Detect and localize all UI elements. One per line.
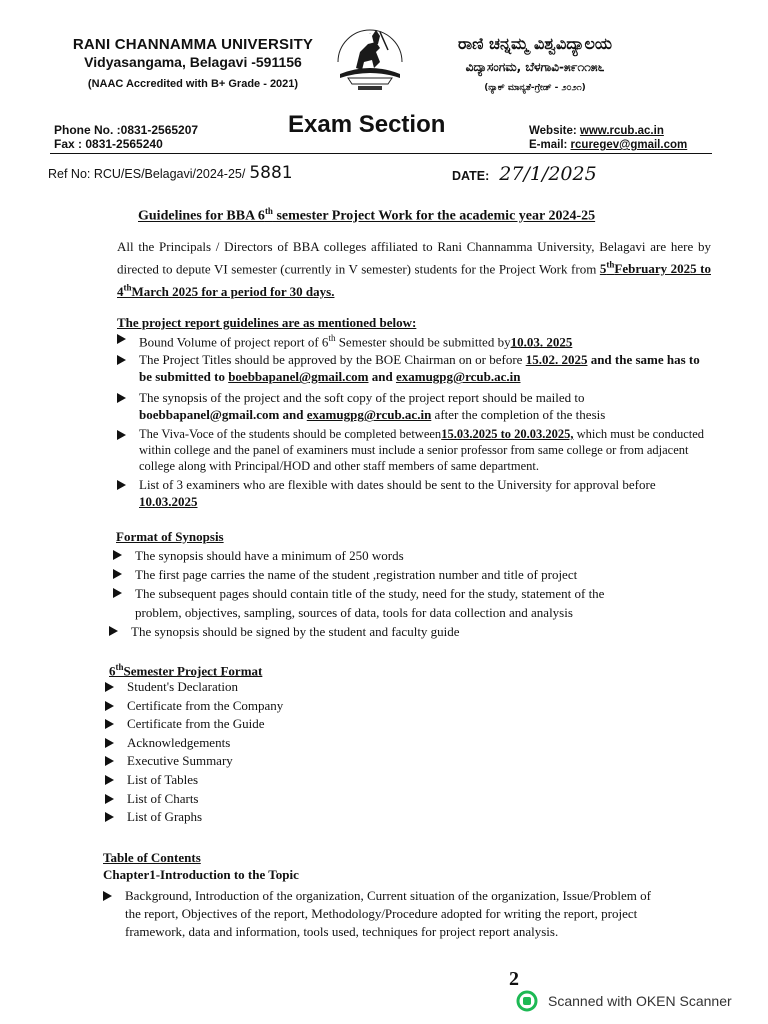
phone-number: Phone No. :0831-2565207 xyxy=(54,123,199,137)
section-title: Exam Section xyxy=(288,111,446,138)
arrow-bullet-icon xyxy=(117,480,126,490)
arrow-bullet-icon xyxy=(105,794,114,804)
list-item: List of 3 examiners who are flexible with dates should be sent to the University for approval before 10.03.2025 xyxy=(117,476,689,511)
arrow-bullet-icon xyxy=(105,756,114,766)
title-superscript: th xyxy=(264,206,273,216)
date-label: DATE: xyxy=(452,169,490,183)
date-field xyxy=(452,163,597,185)
arrow-bullet-icon xyxy=(105,775,114,785)
arrow-bullet-icon xyxy=(103,891,112,901)
toc-list xyxy=(103,887,663,941)
guidelines-list xyxy=(117,330,713,511)
university-name-en: RANI CHANNAMMA UNIVERSITY xyxy=(72,36,314,53)
list-item: List of Graphs xyxy=(105,808,405,827)
toc-heading: Table of Contents xyxy=(103,850,201,865)
phone-fax-block xyxy=(54,123,198,151)
scanner-watermark xyxy=(516,990,732,1012)
date-handwritten: 27/1/2025 xyxy=(499,163,597,185)
fax-number: Fax : 0831-2565240 xyxy=(54,137,163,151)
naac-accreditation-en: (NAAC Accredited with B+ Grade - 2021) xyxy=(87,78,299,90)
arrow-bullet-icon xyxy=(105,701,114,711)
list-item: Acknowledgements xyxy=(105,734,405,753)
synopsis-list xyxy=(113,546,653,641)
list-item: The subsequent pages should contain title of the study, need for the study, statement of the problem, objectives, sampling, sources of data, tools for data collection and analysis xyxy=(113,584,653,622)
list-item: The synopsis of the project and the soft copy of the project report should be mailed to boebbapanel@gmail.com and examugpg@rcub.ac.in after the completion of the thesis xyxy=(117,389,713,424)
project-period: 5thFebruary 2025 to 4thMarch 2025 for a period for 30 days. xyxy=(117,260,711,299)
toc-chapter-1: Chapter1-Introduction to the Topic xyxy=(103,867,299,882)
email-label: E-mail: xyxy=(529,139,571,151)
letterhead-kannada xyxy=(430,34,640,93)
guidelines-heading: The project report guidelines are as mentioned below: xyxy=(117,315,417,330)
website-label: Website: xyxy=(529,125,580,137)
university-name-kn: ರಾಣಿ ಚನ್ನಮ್ಮ ವಿಶ್ವವಿದ್ಯಾಲಯ xyxy=(458,34,612,53)
list-item: Background, Introduction of the organization, Current situation of the organization, Issue/Problem of the report, Objectives of the report, Methodology/Procedure adopted for writing the report, project framework, data and information, tools used, techniques for project report analysis. xyxy=(103,887,663,941)
list-item: The synopsis should have a minimum of 250 words xyxy=(113,546,653,565)
intro-text: All the Principals / Directors of BBA colleges affiliated to Rani Channamma University, Belagavi are here by directed to depute VI semester (currently in V semester) students for the Project Work from xyxy=(117,239,711,277)
list-item: The first page carries the name of the student ,registration number and title of project xyxy=(113,565,653,584)
synopsis-heading: Format of Synopsis xyxy=(116,529,224,544)
email-link[interactable]: rcuregev@gmail.com xyxy=(570,139,688,151)
list-item: The synopsis should be signed by the student and faculty guide xyxy=(109,622,653,641)
list-item: Student's Declaration xyxy=(105,678,405,697)
letterhead-english xyxy=(58,36,328,90)
arrow-bullet-icon xyxy=(113,588,122,598)
reference-handwritten-number: 5881 xyxy=(249,163,293,183)
arrow-bullet-icon xyxy=(105,812,114,822)
title-text-end: semester Project Work for the academic year 2024-25 xyxy=(272,208,596,224)
list-item: Bound Volume of project report of 6th Semester should be submitted by10.03. 2025 xyxy=(117,330,713,351)
arrow-bullet-icon xyxy=(105,719,114,729)
scanner-text: Scanned with OKEN Scanner xyxy=(548,993,732,1009)
list-item: Certificate from the Company xyxy=(105,697,405,716)
website-link[interactable]: www.rcub.ac.in xyxy=(579,125,664,137)
arrow-bullet-icon xyxy=(109,626,118,636)
arrow-bullet-icon xyxy=(113,550,122,560)
arrow-bullet-icon xyxy=(117,393,126,403)
arrow-bullet-icon xyxy=(117,355,126,365)
project-format-heading: 6thSemester Project Format xyxy=(109,662,263,679)
arrow-bullet-icon xyxy=(113,569,122,579)
document-title xyxy=(138,206,595,225)
svg-text:.: . xyxy=(369,30,371,36)
naac-accreditation-kn: (ನ್ಯಾಕ್ ಮಾನ್ಯತೆ-ಗ್ರೇಡ್ - ೨೦೨೧) xyxy=(484,83,586,93)
list-item: Executive Summary xyxy=(105,752,405,771)
arrow-bullet-icon xyxy=(117,430,126,440)
list-item: List of Tables xyxy=(105,771,405,790)
university-address-kn: ವಿದ್ಯಾಸಂಗಮ, ಬೆಳಗಾವಿ-೫೯೧೧೫೬ xyxy=(465,60,605,74)
arrow-bullet-icon xyxy=(117,334,126,344)
reference-number xyxy=(48,163,293,183)
reference-label: Ref No: RCU/ES/Belagavi/2024-25/ xyxy=(48,167,246,181)
web-email-block xyxy=(529,124,687,152)
header-divider xyxy=(50,153,712,154)
title-text-start: Guidelines for BBA 6 xyxy=(138,208,265,224)
oken-scanner-icon xyxy=(516,990,538,1012)
list-item: List of Charts xyxy=(105,790,405,809)
list-item: Certificate from the Guide xyxy=(105,715,405,734)
list-item: The Project Titles should be approved by the BOE Chairman on or before 15.02. 2025 and the same has to be submitted to boebbapanel@gmail.com and examugpg@rcub.ac.in xyxy=(117,351,713,386)
project-format-list xyxy=(105,678,405,827)
page-number: 2 xyxy=(509,968,519,990)
arrow-bullet-icon xyxy=(105,682,114,692)
list-item: The Viva-Voce of the students should be completed between15.03.2025 to 20.03.2025, which must be conducted within college and the panel of examiners must include a senior professor from same college or from adjacent college along with Principal/HOD and other staff members of same department. xyxy=(117,426,713,474)
university-logo-icon xyxy=(328,22,412,94)
arrow-bullet-icon xyxy=(105,738,114,748)
university-address-en: Vidyasangama, Belagavi -591156 xyxy=(84,54,302,70)
intro-paragraph xyxy=(117,238,711,301)
